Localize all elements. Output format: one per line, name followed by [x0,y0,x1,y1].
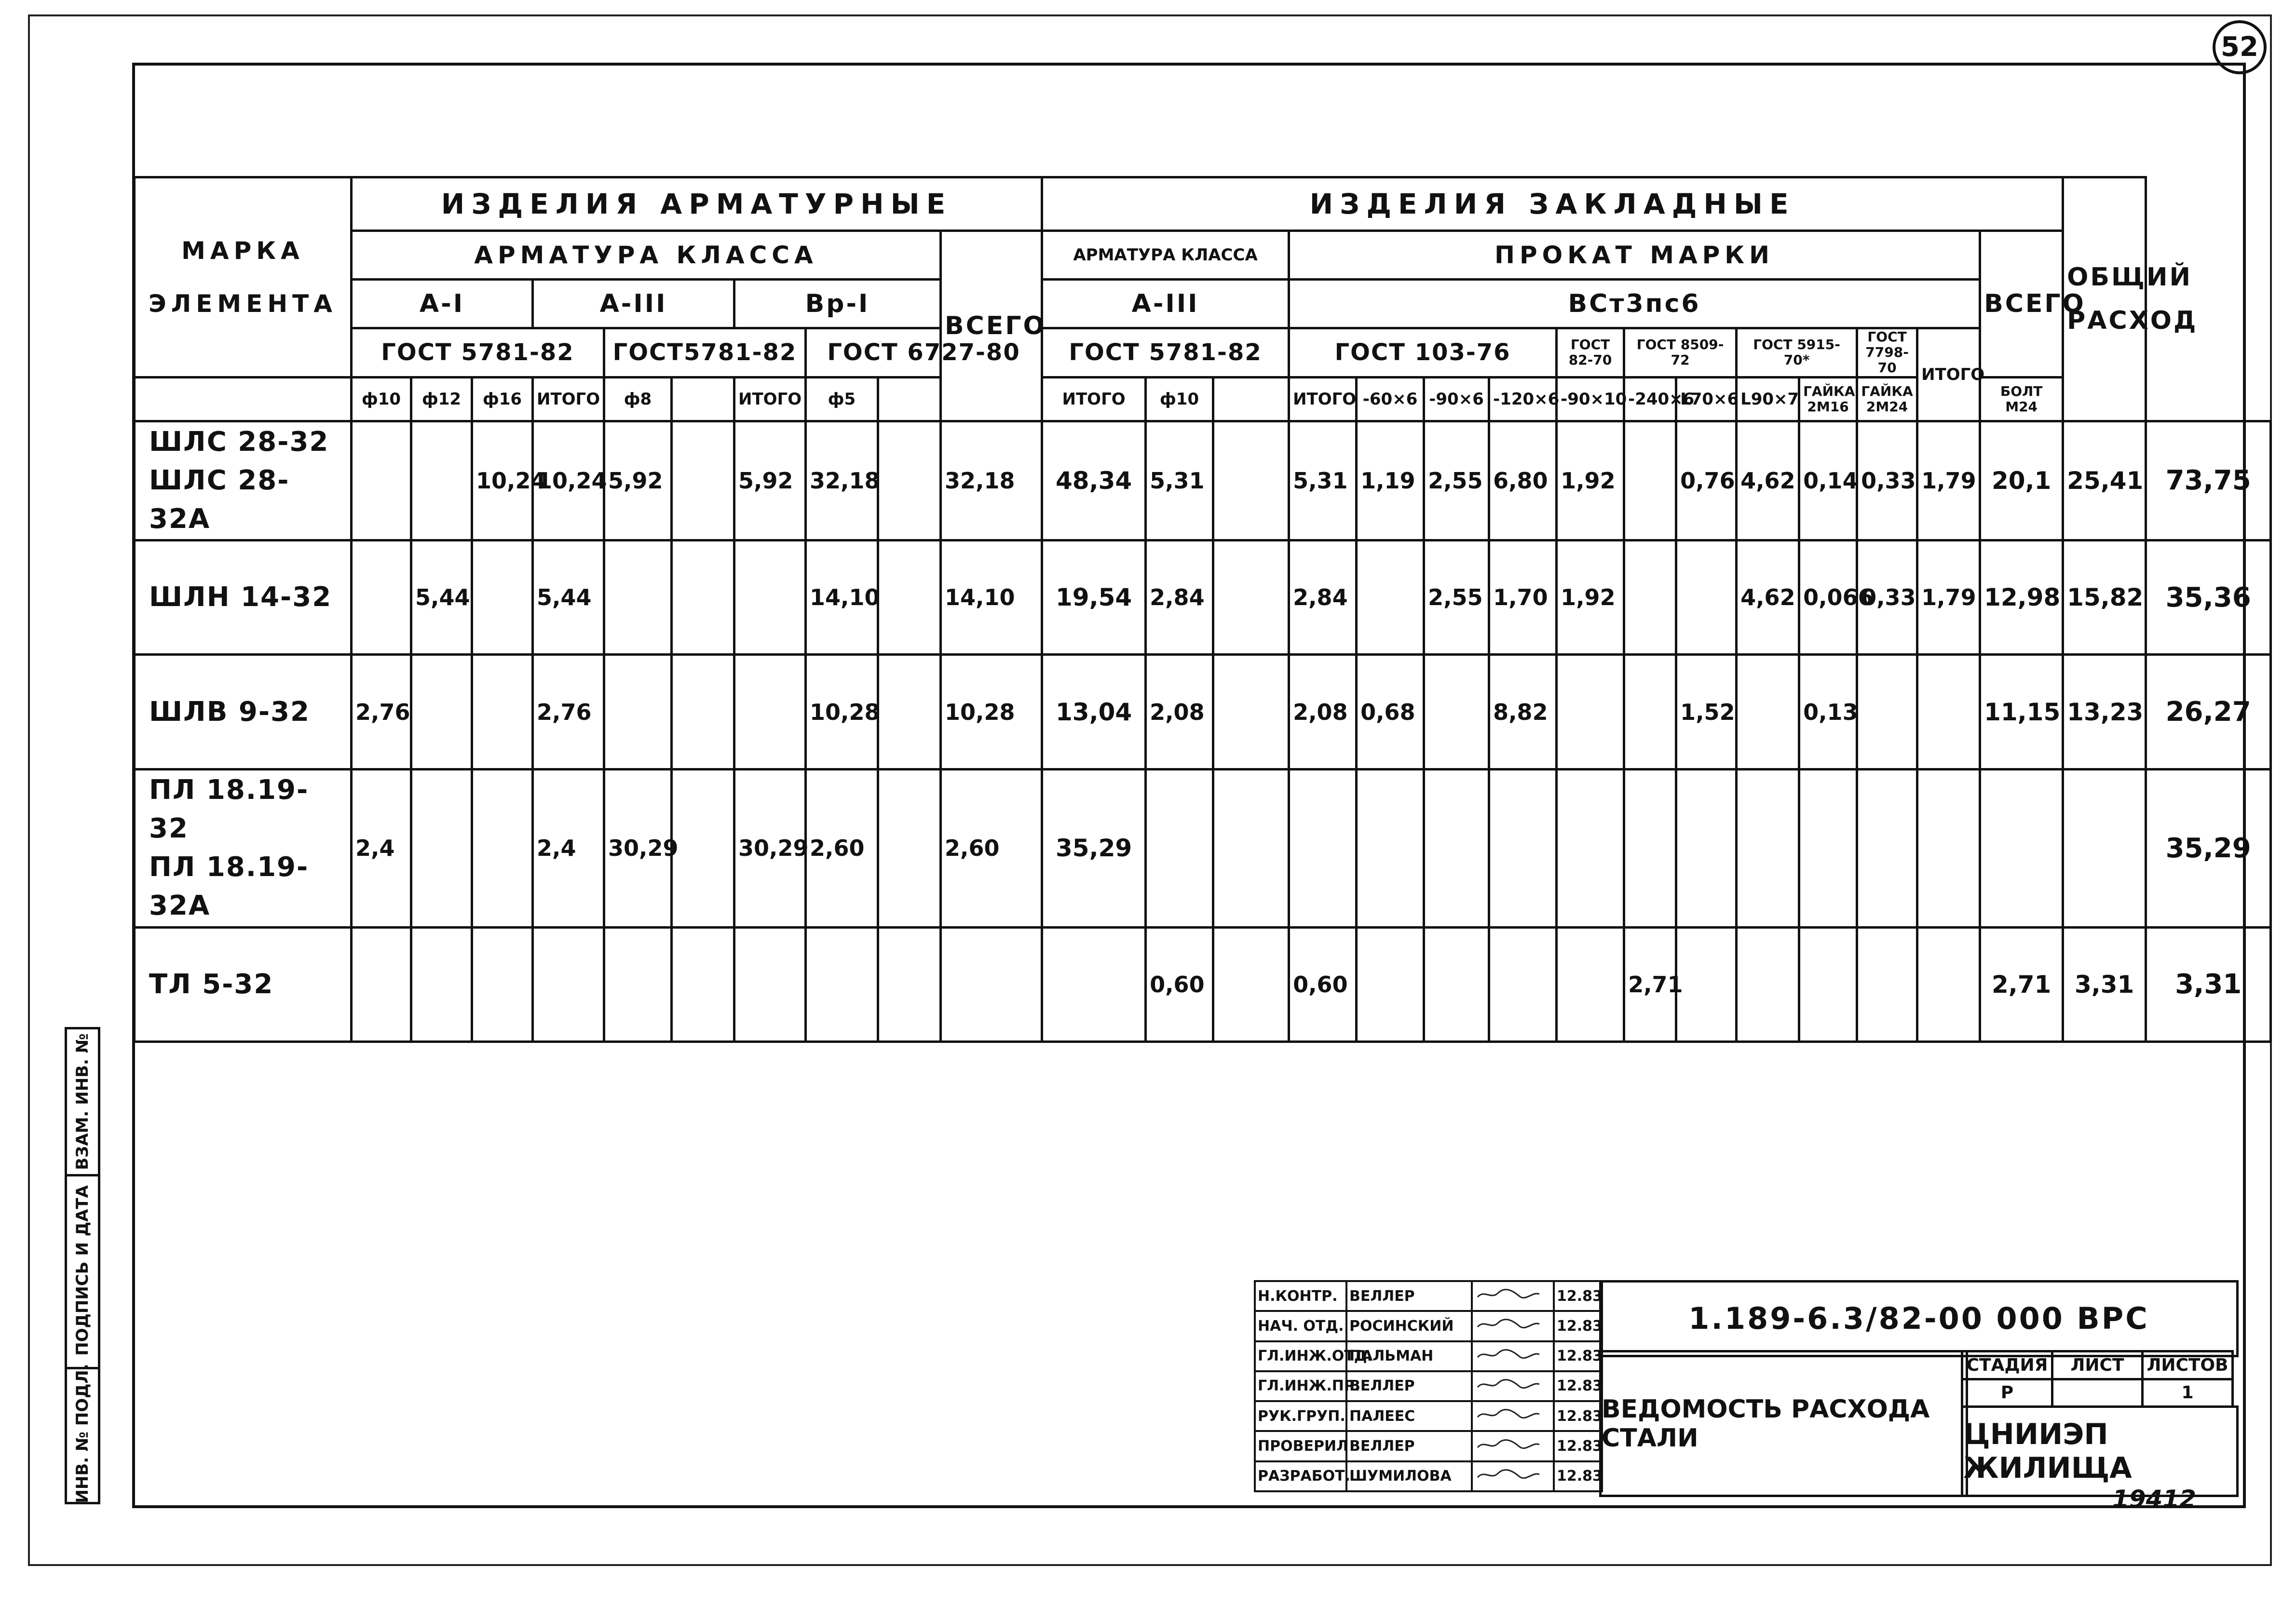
sub-header-cell: ИТОГО [1289,377,1357,421]
table-cell: 13,04 [1042,655,1146,769]
organization-name: ЦНИИЭП ЖИЛИЩА [1961,1405,2239,1497]
table-cell [1557,769,1624,927]
table-cell: 0,33 [1857,540,1917,655]
stage-label: СТАДИЯ [1962,1351,2052,1379]
signer-role: ГЛ.ИНЖ.ПР. [1255,1371,1346,1401]
table-cell: 14,10 [806,540,878,655]
table-cell: 20,1 [1980,421,2063,540]
signature-date: 12.83 [1554,1461,1602,1491]
table-row [135,540,2271,655]
sheets-value: 1 [2143,1379,2233,1407]
sub-header-cell: -60×6 [1357,377,1424,421]
table-cell: 25,41 [2063,421,2146,540]
table-cell: 10,28 [806,655,878,769]
table-cell: 10,28 [941,655,1042,769]
table-cell [1357,769,1424,927]
table-cell [2063,769,2146,927]
table-cell [352,540,411,655]
signature-mark [1472,1401,1554,1431]
table-cell [352,421,411,540]
element-mark: ШЛН 14-32 [135,540,352,655]
table-cell [472,540,533,655]
table-cell [1042,927,1146,1041]
table-cell: 2,4 [533,769,604,927]
signature-mark [1472,1371,1554,1401]
gost-a3: ГОСТ5781-82 [604,328,806,377]
sub-header-cell: ИТОГО [734,377,806,421]
signer-role: ПРОВЕРИЛ [1255,1431,1346,1461]
table-cell: 0,13 [1799,655,1857,769]
table-cell [1799,927,1857,1041]
table-cell: 5,44 [411,540,472,655]
table-cell [878,927,941,1041]
handwritten-signature [1475,1468,1542,1481]
table-cell [1917,769,1980,927]
table-cell [1624,655,1676,769]
signature-mark [1472,1341,1554,1371]
table-cell: 2,55 [1424,540,1489,655]
rolled-grade-header: ПРОКАТ МАРКИ [1289,231,1980,280]
emb-reinf-class-header: АРМАТУРА КЛАССА [1042,231,1289,280]
table-cell: 1,79 [1917,540,1980,655]
table-cell [1624,421,1676,540]
table-cell: 32,18 [806,421,878,540]
sub-header-cell: L70×6 [1676,377,1737,421]
signer-name: ПАЛЬМАН [1346,1341,1472,1371]
table-cell [1676,927,1737,1041]
table-cell: 12,98 [1980,540,2063,655]
table-cell: 14,10 [941,540,1042,655]
table-cell [1917,927,1980,1041]
sub-header-cell [878,377,941,421]
table-cell [1424,769,1489,927]
sub-header-cell: ИТОГО [533,377,604,421]
table-cell: 5,31 [1146,421,1213,540]
signer-name: ВЕЛЛЕР [1346,1371,1472,1401]
table-cell: 3,31 [2063,927,2146,1041]
table-cell [1624,769,1676,927]
handwritten-signature [1475,1438,1542,1451]
table-row [135,927,2271,1041]
table-cell [672,655,734,769]
table-cell: 26,27 [2146,655,2271,769]
table-cell: 4,62 [1737,421,1799,540]
table-cell [604,540,672,655]
signature-mark [1472,1311,1554,1341]
reinf-total-header: ВСЕГО [941,231,1042,421]
emb-a3-header: А-III [1042,280,1289,328]
document-designation: 1.189-6.3/82-00 000 ВРС [1599,1280,2239,1357]
table-cell [1357,927,1424,1041]
signer-role: ГЛ.ИНЖ.ОТД. [1255,1341,1346,1371]
table-cell: 1,70 [1489,540,1557,655]
table-cell: 2,4 [352,769,411,927]
table-cell [734,927,806,1041]
table-cell [878,421,941,540]
table-cell [1213,421,1289,540]
signer-name: ВЕЛЛЕР [1346,1281,1472,1311]
sub-header-cell: БОЛТ М24 [1980,377,2063,421]
inventory-number: 19412 [2112,1485,2196,1513]
table-cell [411,927,472,1041]
sub-header-cell: ГАЙКА 2М16 [1799,377,1857,421]
table-cell [1857,769,1917,927]
table-cell [1980,769,2063,927]
table-cell [1146,769,1213,927]
table-cell [878,540,941,655]
table-cell [1213,927,1289,1041]
sub-header-cell: ф10 [352,377,411,421]
handwritten-signature [1475,1287,1542,1301]
handwritten-signature [1475,1348,1542,1361]
sub-header-cell: ф10 [1146,377,1213,421]
table-cell: 0,066 [1799,540,1857,655]
handwritten-signature [1475,1317,1542,1331]
emb-total-header: ВСЕГО [1980,231,2063,378]
handwritten-signature [1475,1407,1542,1421]
table-cell [1489,927,1557,1041]
sub-header-cell [672,377,734,421]
table-cell [472,927,533,1041]
sidebar-cell: ПОДПИСЬ И ДАТА [67,1174,98,1369]
element-mark: ШЛВ 9-32 [135,655,352,769]
table-cell: 2,60 [806,769,878,927]
signature-table [1254,1280,1603,1492]
signature-mark [1472,1461,1554,1491]
table-cell [672,421,734,540]
table-cell [1676,769,1737,927]
sub-header-cell: -240×6 [1624,377,1676,421]
table-cell [1557,927,1624,1041]
sidebar-cell: ИНВ. № ПОДЛ. [73,1363,92,1503]
table-row [135,421,2271,540]
signer-role: РУК.ГРУП. [1255,1401,1346,1431]
table-cell: 0,60 [1289,927,1357,1041]
table-cell: 2,08 [1146,655,1213,769]
table-cell: 2,60 [941,769,1042,927]
table-cell: 6,80 [1489,421,1557,540]
table-cell [352,927,411,1041]
signature-row [1255,1431,1602,1461]
table-cell [734,655,806,769]
gost-bp1: ГОСТ 6727-80 [806,328,1042,377]
signature-row [1255,1401,1602,1431]
table-cell: 0,14 [1799,421,1857,540]
signature-date: 12.83 [1554,1341,1602,1371]
signature-date: 12.83 [1554,1371,1602,1401]
signature-row [1255,1341,1602,1371]
sub-header-cell: ИТОГО [1042,377,1146,421]
table-cell [672,769,734,927]
sub-header-cell: -120×6 [1489,377,1557,421]
table-cell: 30,29 [604,769,672,927]
sub-header-cell: ф12 [411,377,472,421]
table-cell: 0,68 [1357,655,1424,769]
signature-mark [1472,1431,1554,1461]
sub-header-cell: ф8 [604,377,672,421]
title-block [1254,1280,2234,1492]
table-cell: 1,19 [1357,421,1424,540]
emb-itogo-header: ИТОГО [1917,328,1980,421]
table-cell: 35,36 [2146,540,2271,655]
table-cell: 32,18 [941,421,1042,540]
embedded-products-header: ИЗДЕЛИЯ ЗАКЛАДНЫЕ [1042,177,2063,231]
table-cell [734,540,806,655]
table-cell: 1,79 [1917,421,1980,540]
table-cell [1917,655,1980,769]
signature-row [1255,1371,1602,1401]
gost-5915: ГОСТ 5915-70* [1737,328,1857,377]
sub-header-cell: -90×6 [1424,377,1489,421]
table-cell: 2,71 [1980,927,2063,1041]
sub-header-cell [1213,377,1289,421]
table-cell: 2,84 [1146,540,1213,655]
emb-gost-a3: ГОСТ 5781-82 [1042,328,1289,377]
gost-8509: ГОСТ 8509-72 [1624,328,1737,377]
table-cell: 2,76 [352,655,411,769]
table-cell: 2,71 [1624,927,1676,1041]
table-cell: 10,24 [533,421,604,540]
table-cell: 1,92 [1557,421,1624,540]
table-cell: 1,52 [1676,655,1737,769]
table-cell: 11,15 [1980,655,2063,769]
stage-table [1961,1350,2234,1408]
sheet-label: ЛИСТ [2052,1351,2143,1379]
signature-date: 12.83 [1554,1311,1602,1341]
sub-header-cell: ф16 [472,377,533,421]
table-cell [1737,655,1799,769]
table-cell [604,927,672,1041]
table-cell: 48,34 [1042,421,1146,540]
table-cell [1489,769,1557,927]
signature-row [1255,1281,1602,1311]
stage-value: Р [1962,1379,2052,1407]
gost-82: ГОСТ 82-70 [1557,328,1624,377]
signer-role: РАЗРАБОТ. [1255,1461,1346,1491]
table-cell [1424,927,1489,1041]
sub-header-cell: -90×10 [1557,377,1624,421]
table-cell: 1,92 [1557,540,1624,655]
handwritten-signature [1475,1377,1542,1391]
table-cell [1213,655,1289,769]
table-cell [411,421,472,540]
signature-date: 12.83 [1554,1431,1602,1461]
table-cell [1357,540,1424,655]
table-cell [411,655,472,769]
sidebar-cell: ВЗАМ. ИНВ. № [67,1029,98,1176]
table-cell: 0,76 [1676,421,1737,540]
sheet-number: 52 [2213,20,2267,74]
table-cell [878,655,941,769]
table-cell: 2,55 [1424,421,1489,540]
signature-date: 12.83 [1554,1401,1602,1431]
table-cell [1799,769,1857,927]
reinf-products-header: ИЗДЕЛИЯ АРМАТУРНЫЕ [352,177,1042,231]
table-cell [1424,655,1489,769]
gost-7798: ГОСТ 7798-70 [1857,328,1917,377]
table-cell [1213,769,1289,927]
table-cell [1857,927,1917,1041]
reinf-bp1-header: Вр-I [734,280,941,328]
table-cell [1737,927,1799,1041]
table-cell [1624,540,1676,655]
signer-name: РОСИНСКИЙ [1346,1311,1472,1341]
table-cell [878,769,941,927]
signer-role: Н.КОНТР. [1255,1281,1346,1311]
signature-row [1255,1461,1602,1491]
table-cell [806,927,878,1041]
signature-mark [1472,1281,1554,1311]
reinf-a1-header: А-I [352,280,533,328]
grand-total-header: ОБЩИЙ РАСХОД [2063,177,2146,421]
approval-sidebar [65,1027,100,1504]
table-row [135,655,2271,769]
sheets-label: ЛИСТОВ [2143,1351,2233,1379]
table-cell: 3,31 [2146,927,2271,1041]
table-cell: 4,62 [1737,540,1799,655]
table-cell: 0,60 [1146,927,1213,1041]
table-cell: 5,44 [533,540,604,655]
signer-name: ВЕЛЛЕР [1346,1431,1472,1461]
table-cell: 5,92 [604,421,672,540]
table-cell: 15,82 [2063,540,2146,655]
steel-grade-header: ВСт3пс6 [1289,280,1980,328]
table-cell: 0,33 [1857,421,1917,540]
table-cell [1557,655,1624,769]
mark-subheader [135,377,352,421]
table-cell [1737,769,1799,927]
table-cell [533,927,604,1041]
table-row [135,769,2271,927]
mark-header: МАРКА ЭЛЕМЕНТА [135,177,352,378]
table-cell: 8,82 [1489,655,1557,769]
element-mark: ТЛ 5-32 [135,927,352,1041]
sub-header-cell: ф5 [806,377,878,421]
table-cell [672,540,734,655]
table-cell [604,655,672,769]
steel-consumption-table [133,176,2272,1043]
signer-role: НАЧ. ОТД. [1255,1311,1346,1341]
element-mark: ШЛС 28-32 ШЛС 28-32А [135,421,352,540]
table-cell: 19,54 [1042,540,1146,655]
signature-date: 12.83 [1554,1281,1602,1311]
table-cell: 13,23 [2063,655,2146,769]
document-title: ВЕДОМОСТЬ РАСХОДА СТАЛИ [1599,1350,1968,1497]
element-mark: ПЛ 18.19-32 ПЛ 18.19-32А [135,769,352,927]
table-cell [1213,540,1289,655]
table-cell: 5,92 [734,421,806,540]
table-cell [1857,655,1917,769]
sub-header-cell: ГАЙКА 2М24 [1857,377,1917,421]
signer-name: ШУМИЛОВА [1346,1461,1472,1491]
table-cell [411,769,472,927]
reinf-a3-header: А-III [533,280,734,328]
table-cell [472,769,533,927]
signer-name: ПАЛЕЕС [1346,1401,1472,1431]
table-cell [1676,540,1737,655]
reinf-class-header: АРМАТУРА КЛАССА [352,231,941,280]
signature-row [1255,1311,1602,1341]
gost-103: ГОСТ 103-76 [1289,328,1557,377]
table-cell [941,927,1042,1041]
table-cell: 2,84 [1289,540,1357,655]
table-cell [1289,769,1357,927]
table-cell: 5,31 [1289,421,1357,540]
table-cell: 35,29 [2146,769,2271,927]
sheet-value [2052,1379,2143,1407]
table-cell: 73,75 [2146,421,2271,540]
table-cell: 2,08 [1289,655,1357,769]
table-cell: 35,29 [1042,769,1146,927]
table-cell: 2,76 [533,655,604,769]
table-cell: 10,24 [472,421,533,540]
gost-a1: ГОСТ 5781-82 [352,328,604,377]
table-cell [672,927,734,1041]
sub-header-cell: L90×7 [1737,377,1799,421]
table-cell [472,655,533,769]
table-cell: 30,29 [734,769,806,927]
